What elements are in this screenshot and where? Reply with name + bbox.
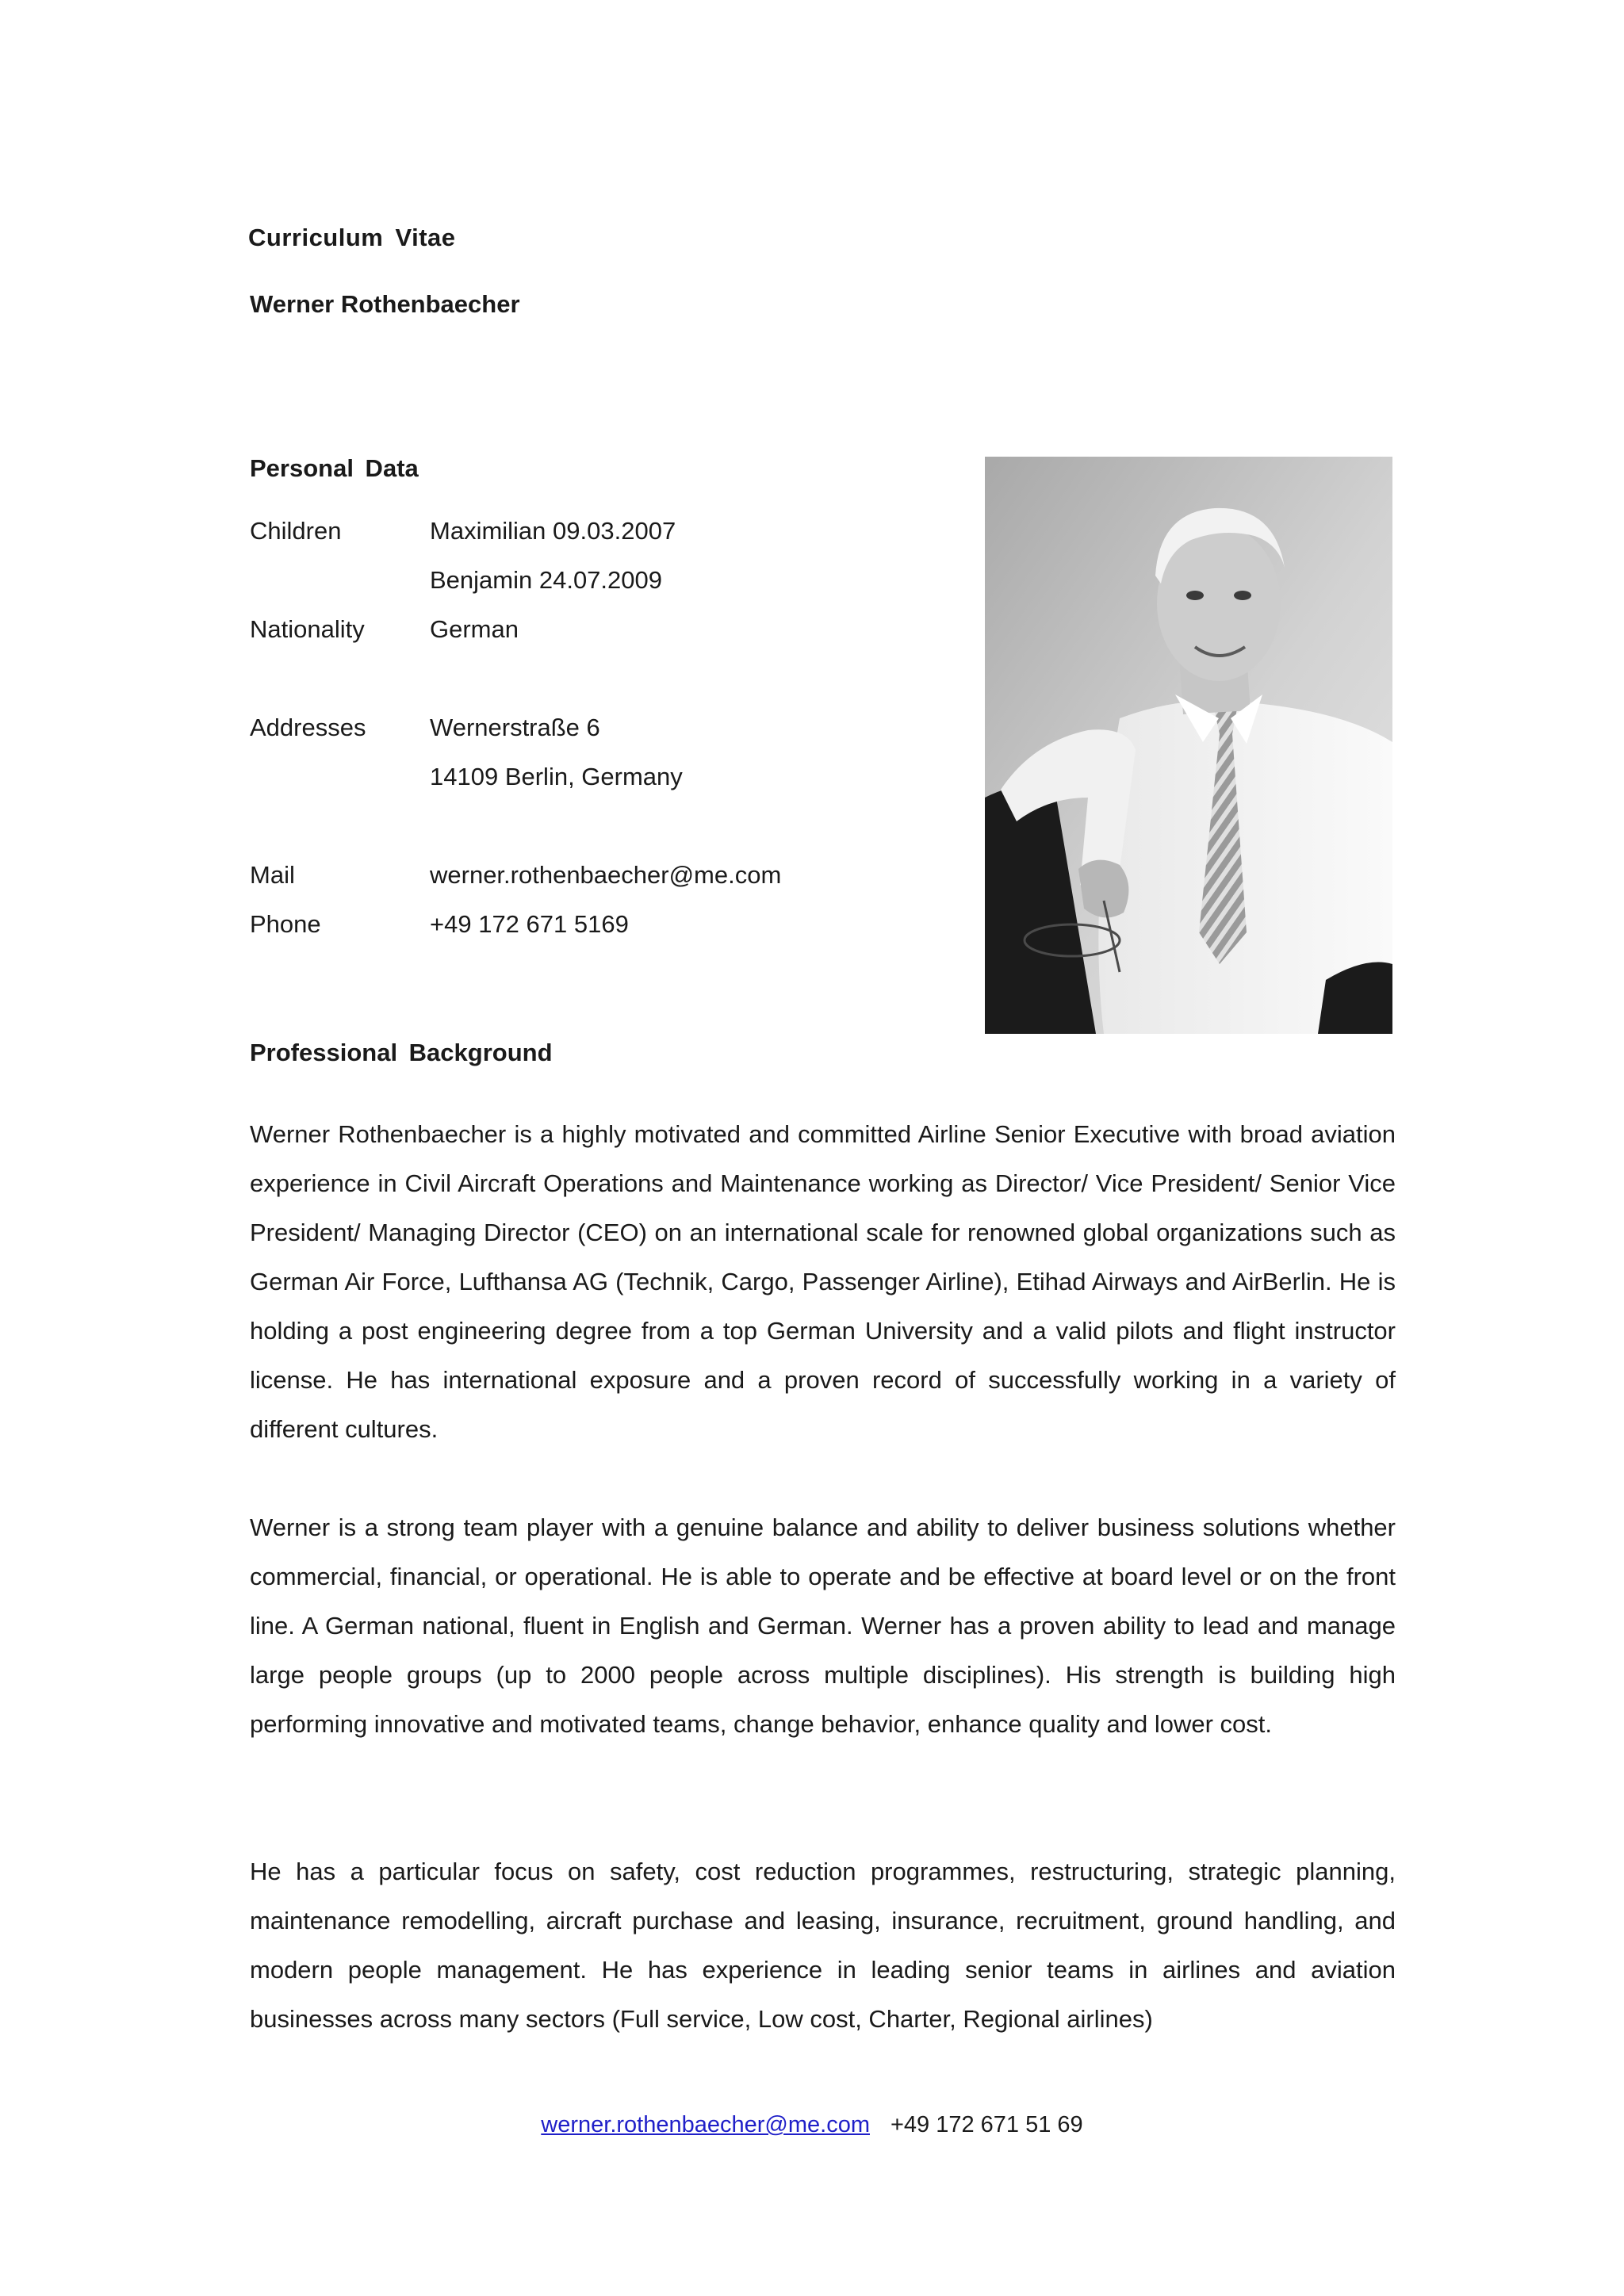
nationality-value: German bbox=[430, 615, 519, 643]
address-city: 14109 Berlin, Germany bbox=[430, 763, 683, 790]
mail-value: werner.rothenbaecher@me.com bbox=[430, 861, 782, 889]
phone-label: Phone bbox=[250, 910, 321, 938]
children-value-1: Maximilian 09.03.2007 bbox=[430, 517, 676, 545]
addresses-label: Addresses bbox=[250, 714, 366, 741]
page-footer bbox=[0, 2112, 1624, 2138]
personal-data-heading: Personal Data bbox=[250, 454, 419, 482]
bio-paragraph-3: He has a particular focus on safety, cost reduction programmes, restructuring, strategic planning, maintenance remodelling, aircraft purchase and leasing, insurance, recruitment, ground handling, and modern people management. He has experience in leading senior teams in airlines and aviation businesses across many sectors (Full service, Low cost, Charter, Regional airlines) bbox=[250, 1858, 1396, 2033]
document-title: Curriculum Vitae bbox=[248, 224, 456, 251]
address-street: Wernerstraße 6 bbox=[430, 714, 600, 741]
mail-label: Mail bbox=[250, 861, 295, 889]
children-value-2: Benjamin 24.07.2009 bbox=[430, 566, 663, 594]
bio-paragraph-2: Werner is a strong team player with a genuine balance and ability to deliver business solutions whether commercial, financial, or operational. He is able to operate and be effective at board level or on the front line. A German national, fluent in English and German. Werner has a proven ability to lead and manage large people groups (up to 2000 people across multiple disciplines). His strength is building high performing innovative and motivated teams, change behavior, enhance quality and lower cost. bbox=[250, 1513, 1396, 1738]
portrait-illustration bbox=[985, 457, 1392, 1034]
nationality-label: Nationality bbox=[250, 615, 365, 643]
children-label: Children bbox=[250, 517, 342, 545]
person-name: Werner Rothenbaecher bbox=[250, 290, 520, 318]
portrait-photo bbox=[985, 457, 1392, 1034]
phone-value: +49 172 671 5169 bbox=[430, 910, 629, 938]
footer-email-link[interactable]: werner.rothenbaecher@me.com bbox=[541, 2112, 870, 2137]
footer-phone: +49 172 671 51 69 bbox=[890, 2112, 1083, 2137]
bio-paragraph-1: Werner Rothenbaecher is a highly motivated and committed Airline Senior Executive with broad aviation experience in Civil Aircraft Operations and Maintenance working as Director/ Vice President/ Senior Vice President/ Managing Director (CEO) on an international scale for renowned global organizations such as German Air Force, Lufthansa AG (Technik, Cargo, Passenger Airline), Etihad Airways and AirBerlin. He is holding a post engineering degree from a top German University and a valid pilots and flight instructor license. He has international exposure and a proven record of successfully working in a variety of different cultures. bbox=[250, 1120, 1396, 1443]
professional-background-heading: Professional Background bbox=[250, 1039, 553, 1066]
